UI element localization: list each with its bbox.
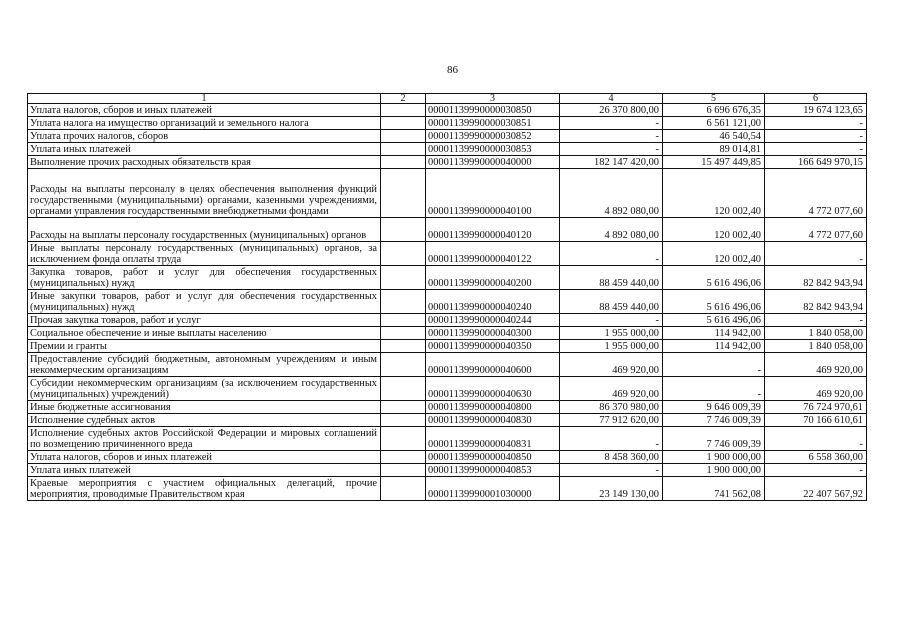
expense-name-cell: Уплата налога на имущество организаций и земельного налога: [28, 117, 381, 130]
empty-column-cell: [381, 340, 426, 353]
budget-code-cell: 00001139990000030853: [426, 143, 560, 156]
column-header: 1: [28, 94, 381, 104]
budget-code-cell: 00001139990000040800: [426, 401, 560, 414]
empty-column-cell: [381, 130, 426, 143]
amount-column-6-cell: -: [765, 117, 867, 130]
amount-column-5-cell: 9 646 009,39: [663, 401, 765, 414]
amount-column-5-cell: 5 616 496,06: [663, 290, 765, 314]
budget-code-cell: 00001139990000040350: [426, 340, 560, 353]
amount-column-5-cell: 15 497 449,85: [663, 156, 765, 169]
table-row: [28, 414, 867, 427]
table-row: [28, 242, 867, 266]
amount-column-6-cell: 82 842 943,94: [765, 266, 867, 290]
expense-name-cell: Уплата иных платежей: [28, 464, 381, 477]
table-row: [28, 266, 867, 290]
amount-column-6-cell: 76 724 970,61: [765, 401, 867, 414]
amount-column-4-cell: -: [560, 117, 663, 130]
expense-name-cell: Уплата иных платежей: [28, 143, 381, 156]
column-header: 3: [426, 94, 560, 104]
amount-column-4-cell: 88 459 440,00: [560, 290, 663, 314]
expense-name-cell: Краевые мероприятия с участием официальных делегаций, прочие мероприятия, проводимые Правительством края: [28, 477, 381, 501]
expense-name-cell: Премии и гранты: [28, 340, 381, 353]
table-row: [28, 340, 867, 353]
budget-code-cell: 00001139990000040200: [426, 266, 560, 290]
amount-column-6-cell: 22 407 567,92: [765, 477, 867, 501]
expense-name-cell: Прочая закупка товаров, работ и услуг: [28, 314, 381, 327]
empty-column-cell: [381, 427, 426, 451]
amount-column-6-cell: 6 558 360,00: [765, 451, 867, 464]
amount-column-4-cell: -: [560, 143, 663, 156]
empty-column-cell: [381, 104, 426, 117]
amount-column-6-cell: 469 920,00: [765, 353, 867, 377]
expense-name-cell: Иные бюджетные ассигнования: [28, 401, 381, 414]
amount-column-6-cell: 166 649 970,15: [765, 156, 867, 169]
table-row: [28, 377, 867, 401]
amount-column-5-cell: 120 002,40: [663, 218, 765, 242]
amount-column-4-cell: -: [560, 130, 663, 143]
empty-column-cell: [381, 117, 426, 130]
empty-column-cell: [381, 169, 426, 218]
empty-column-cell: [381, 353, 426, 377]
expense-name-cell: Исполнение судебных актов: [28, 414, 381, 427]
budget-table: [27, 93, 867, 501]
table-row: [28, 156, 867, 169]
budget-code-cell: 00001139990000040122: [426, 242, 560, 266]
column-header: 5: [663, 94, 765, 104]
amount-column-4-cell: 88 459 440,00: [560, 266, 663, 290]
amount-column-5-cell: 7 746 009,39: [663, 427, 765, 451]
expense-name-cell: Расходы на выплаты персоналу в целях обеспечения выполнения функций государственными (муниципальными) органами, казенными учреждениями, органами управления государственными внебюджетными фондами: [28, 169, 381, 218]
amount-column-5-cell: 46 540,54: [663, 130, 765, 143]
amount-column-5-cell: 120 002,40: [663, 242, 765, 266]
empty-column-cell: [381, 401, 426, 414]
empty-column-cell: [381, 477, 426, 501]
expense-name-cell: Уплата налогов, сборов и иных платежей: [28, 104, 381, 117]
amount-column-4-cell: 4 892 080,00: [560, 169, 663, 218]
budget-code-cell: 00001139990000040830: [426, 414, 560, 427]
expense-name-cell: Субсидии некоммерческим организациям (за исключением государственных (муниципальных) учреждений): [28, 377, 381, 401]
empty-column-cell: [381, 143, 426, 156]
amount-column-6-cell: 19 674 123,65: [765, 104, 867, 117]
table-row: [28, 451, 867, 464]
amount-column-5-cell: 1 900 000,00: [663, 464, 765, 477]
amount-column-6-cell: -: [765, 130, 867, 143]
expense-name-cell: Выполнение прочих расходных обязательств края: [28, 156, 381, 169]
column-header: 2: [381, 94, 426, 104]
amount-column-6-cell: 1 840 058,00: [765, 340, 867, 353]
expense-name-cell: Социальное обеспечение и иные выплаты населению: [28, 327, 381, 340]
amount-column-4-cell: 8 458 360,00: [560, 451, 663, 464]
amount-column-4-cell: 26 370 800,00: [560, 104, 663, 117]
expense-name-cell: Исполнение судебных актов Российской Федерации и мировых соглашений по возмещению причиненного вреда: [28, 427, 381, 451]
amount-column-4-cell: 1 955 000,00: [560, 327, 663, 340]
expense-name-cell: Предоставление субсидий бюджетным, автономным учреждениям и иным некоммерческим организациям: [28, 353, 381, 377]
amount-column-4-cell: 1 955 000,00: [560, 340, 663, 353]
empty-column-cell: [381, 327, 426, 340]
empty-column-cell: [381, 377, 426, 401]
budget-code-cell: 00001139990000040630: [426, 377, 560, 401]
table-row: [28, 427, 867, 451]
amount-column-6-cell: 469 920,00: [765, 377, 867, 401]
budget-code-cell: 00001139990000040000: [426, 156, 560, 169]
page-number: 86: [447, 64, 458, 76]
amount-column-5-cell: -: [663, 377, 765, 401]
table-row: [28, 104, 867, 117]
expense-name-cell: Расходы на выплаты персоналу государственных (муниципальных) органов: [28, 218, 381, 242]
amount-column-4-cell: -: [560, 427, 663, 451]
amount-column-4-cell: 4 892 080,00: [560, 218, 663, 242]
amount-column-6-cell: 1 840 058,00: [765, 327, 867, 340]
budget-code-cell: 00001139990000030850: [426, 104, 560, 117]
empty-column-cell: [381, 451, 426, 464]
amount-column-5-cell: 114 942,00: [663, 327, 765, 340]
budget-code-cell: 00001139990001030000: [426, 477, 560, 501]
amount-column-5-cell: 120 002,40: [663, 169, 765, 218]
budget-code-cell: 00001139990000040853: [426, 464, 560, 477]
amount-column-6-cell: 4 772 077,60: [765, 169, 867, 218]
budget-code-cell: 00001139990000040120: [426, 218, 560, 242]
amount-column-6-cell: 82 842 943,94: [765, 290, 867, 314]
amount-column-4-cell: -: [560, 242, 663, 266]
amount-column-4-cell: 77 912 620,00: [560, 414, 663, 427]
amount-column-5-cell: 5 616 496,06: [663, 314, 765, 327]
amount-column-4-cell: -: [560, 314, 663, 327]
budget-code-cell: 00001139990000040850: [426, 451, 560, 464]
amount-column-6-cell: -: [765, 464, 867, 477]
empty-column-cell: [381, 218, 426, 242]
expense-name-cell: Уплата налогов, сборов и иных платежей: [28, 451, 381, 464]
amount-column-5-cell: -: [663, 353, 765, 377]
amount-column-6-cell: -: [765, 242, 867, 266]
table-row: [28, 477, 867, 501]
budget-code-cell: 00001139990000040300: [426, 327, 560, 340]
empty-column-cell: [381, 290, 426, 314]
amount-column-6-cell: 4 772 077,60: [765, 218, 867, 242]
amount-column-4-cell: 86 370 980,00: [560, 401, 663, 414]
amount-column-4-cell: 469 920,00: [560, 353, 663, 377]
table-row: [28, 218, 867, 242]
amount-column-4-cell: -: [560, 464, 663, 477]
budget-code-cell: 00001139990000040600: [426, 353, 560, 377]
empty-column-cell: [381, 266, 426, 290]
table-row: [28, 464, 867, 477]
column-header: 4: [560, 94, 663, 104]
amount-column-6-cell: -: [765, 314, 867, 327]
expense-name-cell: Закупка товаров, работ и услуг для обеспечения государственных (муниципальных) нужд: [28, 266, 381, 290]
amount-column-6-cell: 70 166 610,61: [765, 414, 867, 427]
column-header: 6: [765, 94, 867, 104]
table-row: [28, 169, 867, 218]
amount-column-5-cell: 741 562,08: [663, 477, 765, 501]
table-row: [28, 117, 867, 130]
empty-column-cell: [381, 156, 426, 169]
table-row: [28, 143, 867, 156]
amount-column-6-cell: -: [765, 427, 867, 451]
table-row: [28, 290, 867, 314]
amount-column-4-cell: 23 149 130,00: [560, 477, 663, 501]
budget-code-cell: 00001139990000040831: [426, 427, 560, 451]
budget-code-cell: 00001139990000040100: [426, 169, 560, 218]
budget-code-cell: 00001139990000040240: [426, 290, 560, 314]
table-row: [28, 401, 867, 414]
expense-name-cell: Иные выплаты персоналу государственных (муниципальных) органов, за исключением фонда оплаты труда: [28, 242, 381, 266]
amount-column-5-cell: 5 616 496,06: [663, 266, 765, 290]
empty-column-cell: [381, 242, 426, 266]
expense-name-cell: Иные закупки товаров, работ и услуг для обеспечения государственных (муниципальных) нужд: [28, 290, 381, 314]
amount-column-5-cell: 1 900 000,00: [663, 451, 765, 464]
empty-column-cell: [381, 314, 426, 327]
amount-column-6-cell: -: [765, 143, 867, 156]
amount-column-5-cell: 6 696 676,35: [663, 104, 765, 117]
amount-column-5-cell: 114 942,00: [663, 340, 765, 353]
empty-column-cell: [381, 464, 426, 477]
table-row: [28, 327, 867, 340]
amount-column-4-cell: 469 920,00: [560, 377, 663, 401]
amount-column-4-cell: 182 147 420,00: [560, 156, 663, 169]
empty-column-cell: [381, 414, 426, 427]
table-row: [28, 353, 867, 377]
table-row: [28, 314, 867, 327]
amount-column-5-cell: 6 561 121,00: [663, 117, 765, 130]
budget-code-cell: 00001139990000030851: [426, 117, 560, 130]
amount-column-5-cell: 89 014,81: [663, 143, 765, 156]
amount-column-5-cell: 7 746 009,39: [663, 414, 765, 427]
table-row: [28, 130, 867, 143]
expense-name-cell: Уплата прочих налогов, сборов: [28, 130, 381, 143]
budget-code-cell: 00001139990000030852: [426, 130, 560, 143]
budget-code-cell: 00001139990000040244: [426, 314, 560, 327]
table-header-row: [28, 94, 867, 104]
